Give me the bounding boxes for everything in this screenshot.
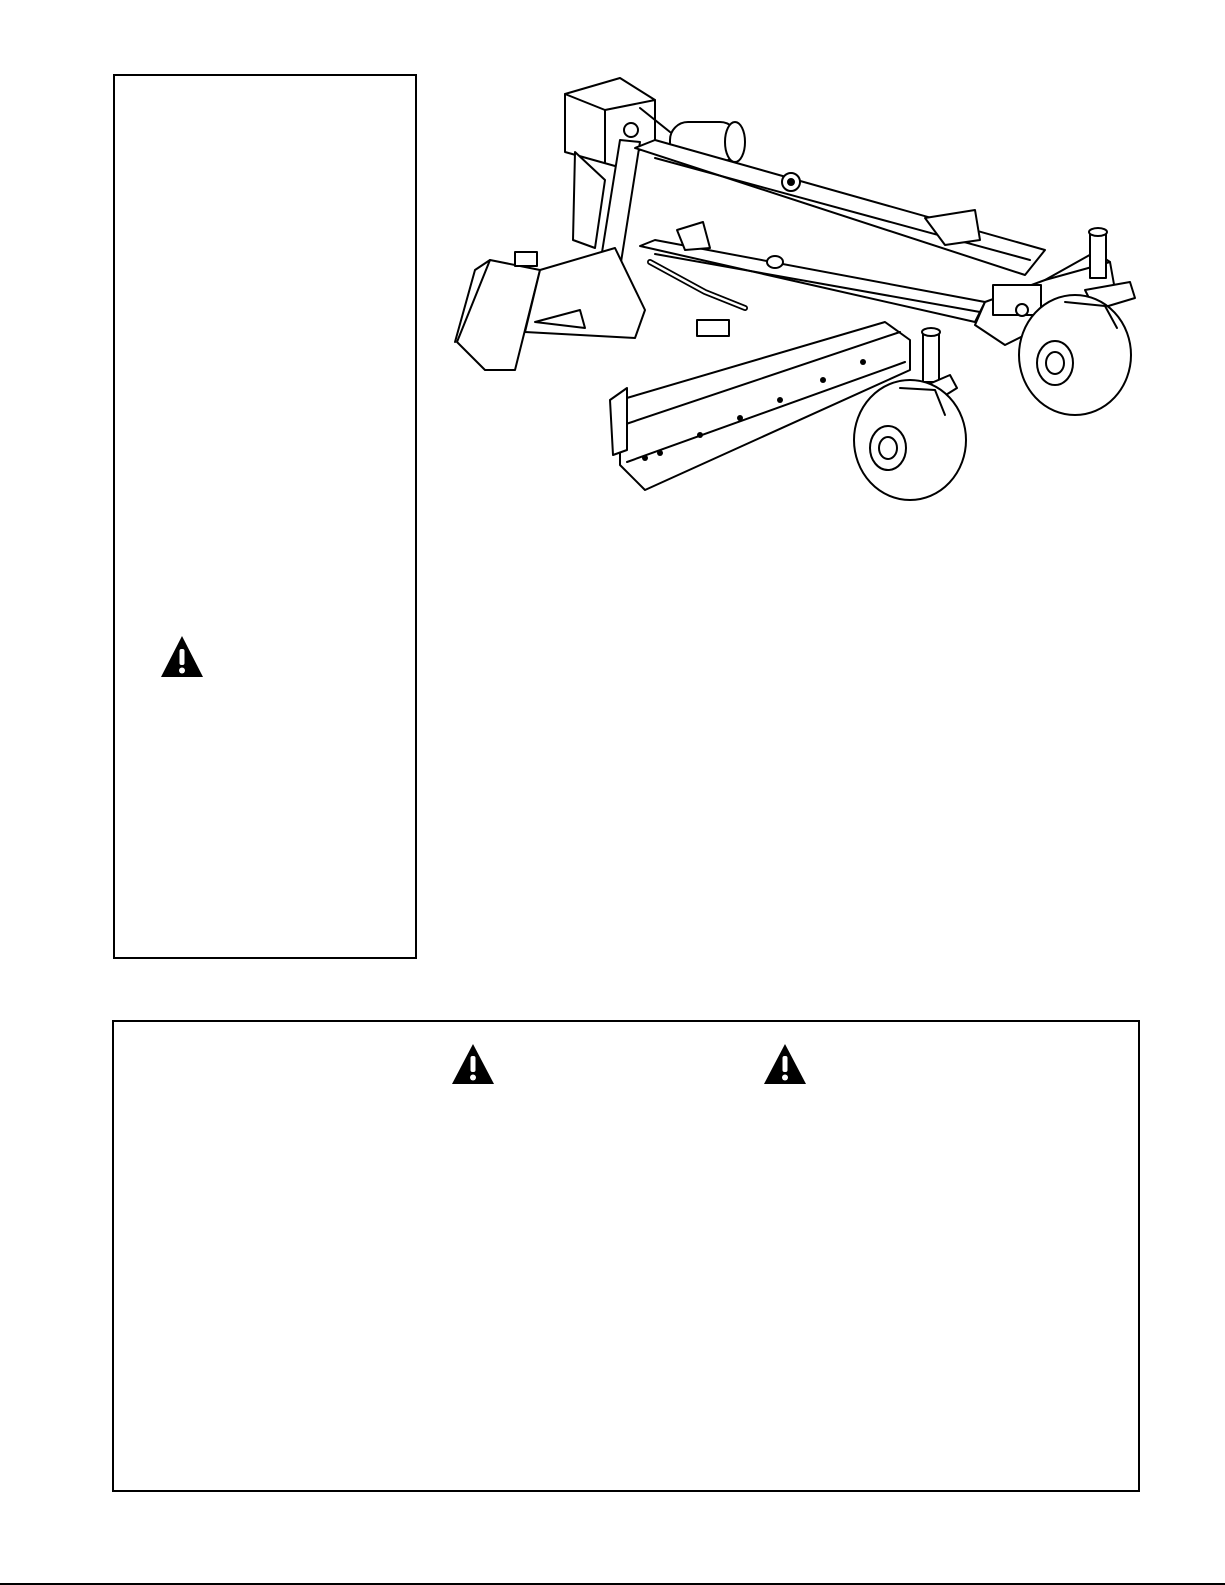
safety-alert-triangle-icon (450, 1042, 496, 1086)
bottom-panel (112, 1020, 1140, 1492)
safety-alert-triangle-icon (159, 634, 205, 680)
safety-alert-triangle-icon (762, 1042, 808, 1086)
side-panel (113, 74, 417, 959)
implement-illustration (445, 70, 1165, 510)
